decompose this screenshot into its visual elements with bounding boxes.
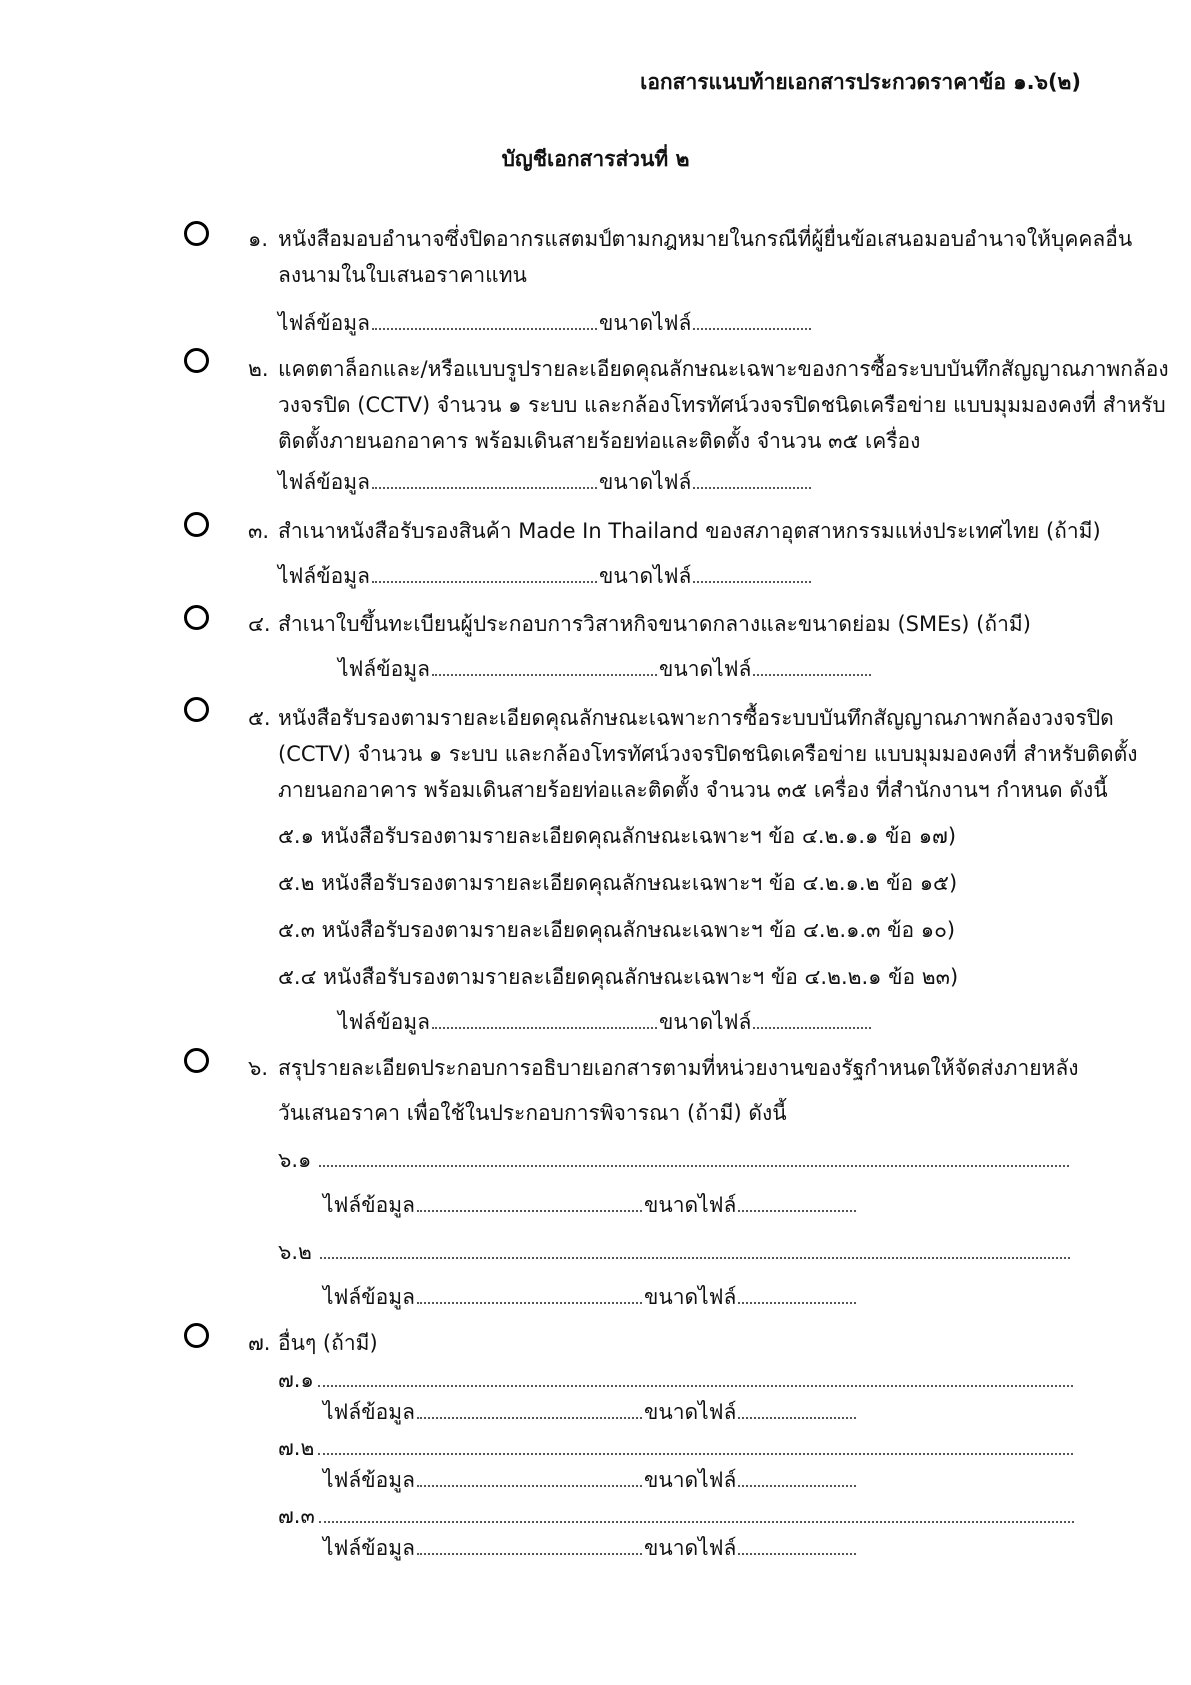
file-name-blank[interactable] [417,1553,642,1555]
file-label: ไฟล์ข้อมูล [278,470,370,494]
item-6-line-1: สรุปรายละเอียดประกอบการอธิบายเอกสารตามที่หน่วยงานของรัฐกำหนดให้จัดส่งภายหลัง [278,1056,1079,1080]
item-7-sub-2-file-row [323,1464,858,1497]
size-label: ขนาดไฟล์ [598,470,692,494]
size-label: ขนาดไฟล์ [658,657,752,681]
file-name-blank[interactable] [417,1485,642,1487]
item-5-file-row [338,1006,873,1039]
size-label: ขนาดไฟล์ [598,311,692,335]
item-5-line-1: หนังสือรับรองตามรายละเอียดคุณลักษณะเฉพาะการซื้อระบบบันทึกสัญญาณภาพกล้องวงจรปิด [278,706,1114,730]
item-2-line-3: ติดตั้งภายนอกอาคาร พร้อมเดินสายร้อยท่อและติดตั้ง จำนวน ๓๕ เครื่อง [278,429,921,453]
file-label: ไฟล์ข้อมูล [323,1285,415,1309]
item-6-sub-2-blank[interactable] [320,1257,1070,1259]
file-label: ไฟล์ข้อมูล [338,1010,430,1034]
item-3-number: ๓. [248,519,270,543]
item-6-number: ๖. [248,1056,269,1080]
file-name-blank[interactable] [372,581,597,583]
size-label: ขนาดไฟล์ [643,1400,737,1424]
file-size-blank[interactable] [753,1027,871,1029]
size-label: ขนาดไฟล์ [598,564,692,588]
document-reference: เอกสารแนบท้ายเอกสารประกวดราคาข้อ ๑.๖(๒) [640,70,1081,94]
file-name-blank[interactable] [417,1302,642,1304]
size-label: ขนาดไฟล์ [643,1285,737,1309]
file-name-blank[interactable] [432,1027,657,1029]
size-label: ขนาดไฟล์ [643,1193,737,1217]
item-4-file-row [338,653,873,686]
file-size-blank[interactable] [738,1417,856,1419]
file-name-blank[interactable] [432,674,657,676]
item-2-file-row [278,466,813,499]
item-7-sub-2-blank[interactable] [318,1453,1073,1455]
file-label: ไฟล์ข้อมูล [323,1468,415,1492]
item-2-checkbox[interactable] [184,348,209,373]
item-7-sub-1-row [278,1364,1075,1397]
item-5-checkbox[interactable] [184,697,209,722]
file-size-blank[interactable] [738,1553,856,1555]
item-7-sub-3-row [278,1500,1076,1533]
item-5-line-2: (CCTV) จำนวน ๑ ระบบ และกล้องโทรทัศน์วงจรปิดชนิดเครือข่าย แบบมุมมองคงที่ สำหรับติดตั้ง [278,742,1138,766]
item-5-sub-1: ๕.๑ หนังสือรับรองตามรายละเอียดคุณลักษณะเฉพาะฯ ข้อ ๔.๒.๑.๑ ข้อ ๑๗) [278,824,957,848]
file-label: ไฟล์ข้อมูล [278,311,370,335]
item-7-number: ๗. [248,1331,271,1355]
item-3-file-row [278,560,813,593]
size-label: ขนาดไฟล์ [643,1468,737,1492]
item-6-sub-1-row [278,1144,1071,1177]
item-7-checkbox[interactable] [184,1323,209,1348]
item-6-sub-2-file-row [323,1281,858,1314]
item-6-line-2: วันเสนอราคา เพื่อใช้ในประกอบการพิจารณา (ถ้ามี) ดังนี้ [278,1101,787,1125]
item-5-sub-2: ๕.๒ หนังสือรับรองตามรายละเอียดคุณลักษณะเฉพาะฯ ข้อ ๔.๒.๑.๒ ข้อ ๑๕) [278,871,958,895]
item-2-number: ๒. [248,357,269,381]
item-4-number: ๔. [248,612,271,636]
file-label: ไฟล์ข้อมูล [323,1400,415,1424]
item-7-sub-2-label: ๗.๒ [278,1436,315,1460]
file-label: ไฟล์ข้อมูล [323,1536,415,1560]
item-6-sub-2-label: ๖.๒ [278,1240,312,1264]
item-7-sub-1-blank[interactable] [318,1385,1073,1387]
item-4-line-1: สำเนาใบขึ้นทะเบียนผู้ประกอบการวิสาหกิจขนาดกลางและขนาดย่อม (SMEs) (ถ้ามี) [278,612,1031,636]
item-6-sub-1-blank[interactable] [319,1165,1069,1167]
item-2-line-1: แคตตาล็อกและ/หรือแบบรูปรายละเอียดคุณลักษณะเฉพาะของการซื้อระบบบันทึกสัญญาณภาพกล้อง [278,357,1169,381]
item-6-sub-1-file-row [323,1189,858,1222]
item-7-sub-3-blank[interactable] [319,1521,1074,1523]
file-name-blank[interactable] [372,487,597,489]
item-2-line-2: วงจรปิด (CCTV) จำนวน ๑ ระบบ และกล้องโทรทัศน์วงจรปิดชนิดเครือข่าย แบบมุมมองคงที่ สำหรับ [278,393,1166,417]
file-size-blank[interactable] [738,1210,856,1212]
item-7-sub-1-label: ๗.๑ [278,1368,314,1392]
file-label: ไฟล์ข้อมูล [338,657,430,681]
item-6-sub-1-label: ๖.๑ [278,1148,312,1172]
page-title: บัญชีเอกสารส่วนที่ ๒ [501,147,690,171]
file-size-blank[interactable] [693,328,811,330]
file-label: ไฟล์ข้อมูล [278,564,370,588]
item-7-sub-2-row [278,1432,1075,1465]
item-3-line-1: สำเนาหนังสือรับรองสินค้า Made In Thailand ของสภาอุตสาหกรรมแห่งประเทศไทย (ถ้ามี) [278,519,1101,543]
item-5-line-3: ภายนอกอาคาร พร้อมเดินสายร้อยท่อและติดตั้ง จำนวน ๓๕ เครื่อง ที่สำนักงานฯ กำหนด ดังนี้ [278,778,1108,802]
item-4-checkbox[interactable] [184,605,209,630]
item-1-checkbox[interactable] [184,221,209,246]
item-5-number: ๕. [248,706,271,730]
size-label: ขนาดไฟล์ [658,1010,752,1034]
file-label: ไฟล์ข้อมูล [323,1193,415,1217]
item-5-sub-4: ๕.๔ หนังสือรับรองตามรายละเอียดคุณลักษณะเฉพาะฯ ข้อ ๔.๒.๒.๑ ข้อ ๒๓) [278,965,959,989]
item-3-checkbox[interactable] [184,512,209,537]
file-name-blank[interactable] [417,1210,642,1212]
item-7-sub-3-file-row [323,1532,858,1565]
size-label: ขนาดไฟล์ [643,1536,737,1560]
item-7-sub-3-label: ๗.๓ [278,1504,315,1528]
item-5-sub-3: ๕.๓ หนังสือรับรองตามรายละเอียดคุณลักษณะเฉพาะฯ ข้อ ๔.๒.๑.๓ ข้อ ๑๐) [278,918,956,942]
file-name-blank[interactable] [417,1417,642,1419]
file-name-blank[interactable] [372,328,597,330]
file-size-blank[interactable] [693,581,811,583]
item-7-line-1: อื่นๆ (ถ้ามี) [278,1331,378,1355]
file-size-blank[interactable] [738,1302,856,1304]
item-1-file-row [278,307,813,340]
file-size-blank[interactable] [738,1485,856,1487]
item-1-number: ๑. [248,227,269,251]
file-size-blank[interactable] [693,487,811,489]
item-6-sub-2-row [278,1236,1072,1269]
item-1-line-2: ลงนามในใบเสนอราคาแทน [278,263,527,287]
file-size-blank[interactable] [753,674,871,676]
item-6-checkbox[interactable] [184,1048,209,1073]
item-1-line-1: หนังสือมอบอำนาจซึ่งปิดอากรแสตมป์ตามกฎหมายในกรณีที่ผู้ยื่นข้อเสนอมอบอำนาจให้บุคคลอื่น [278,227,1133,251]
item-7-sub-1-file-row [323,1396,858,1429]
